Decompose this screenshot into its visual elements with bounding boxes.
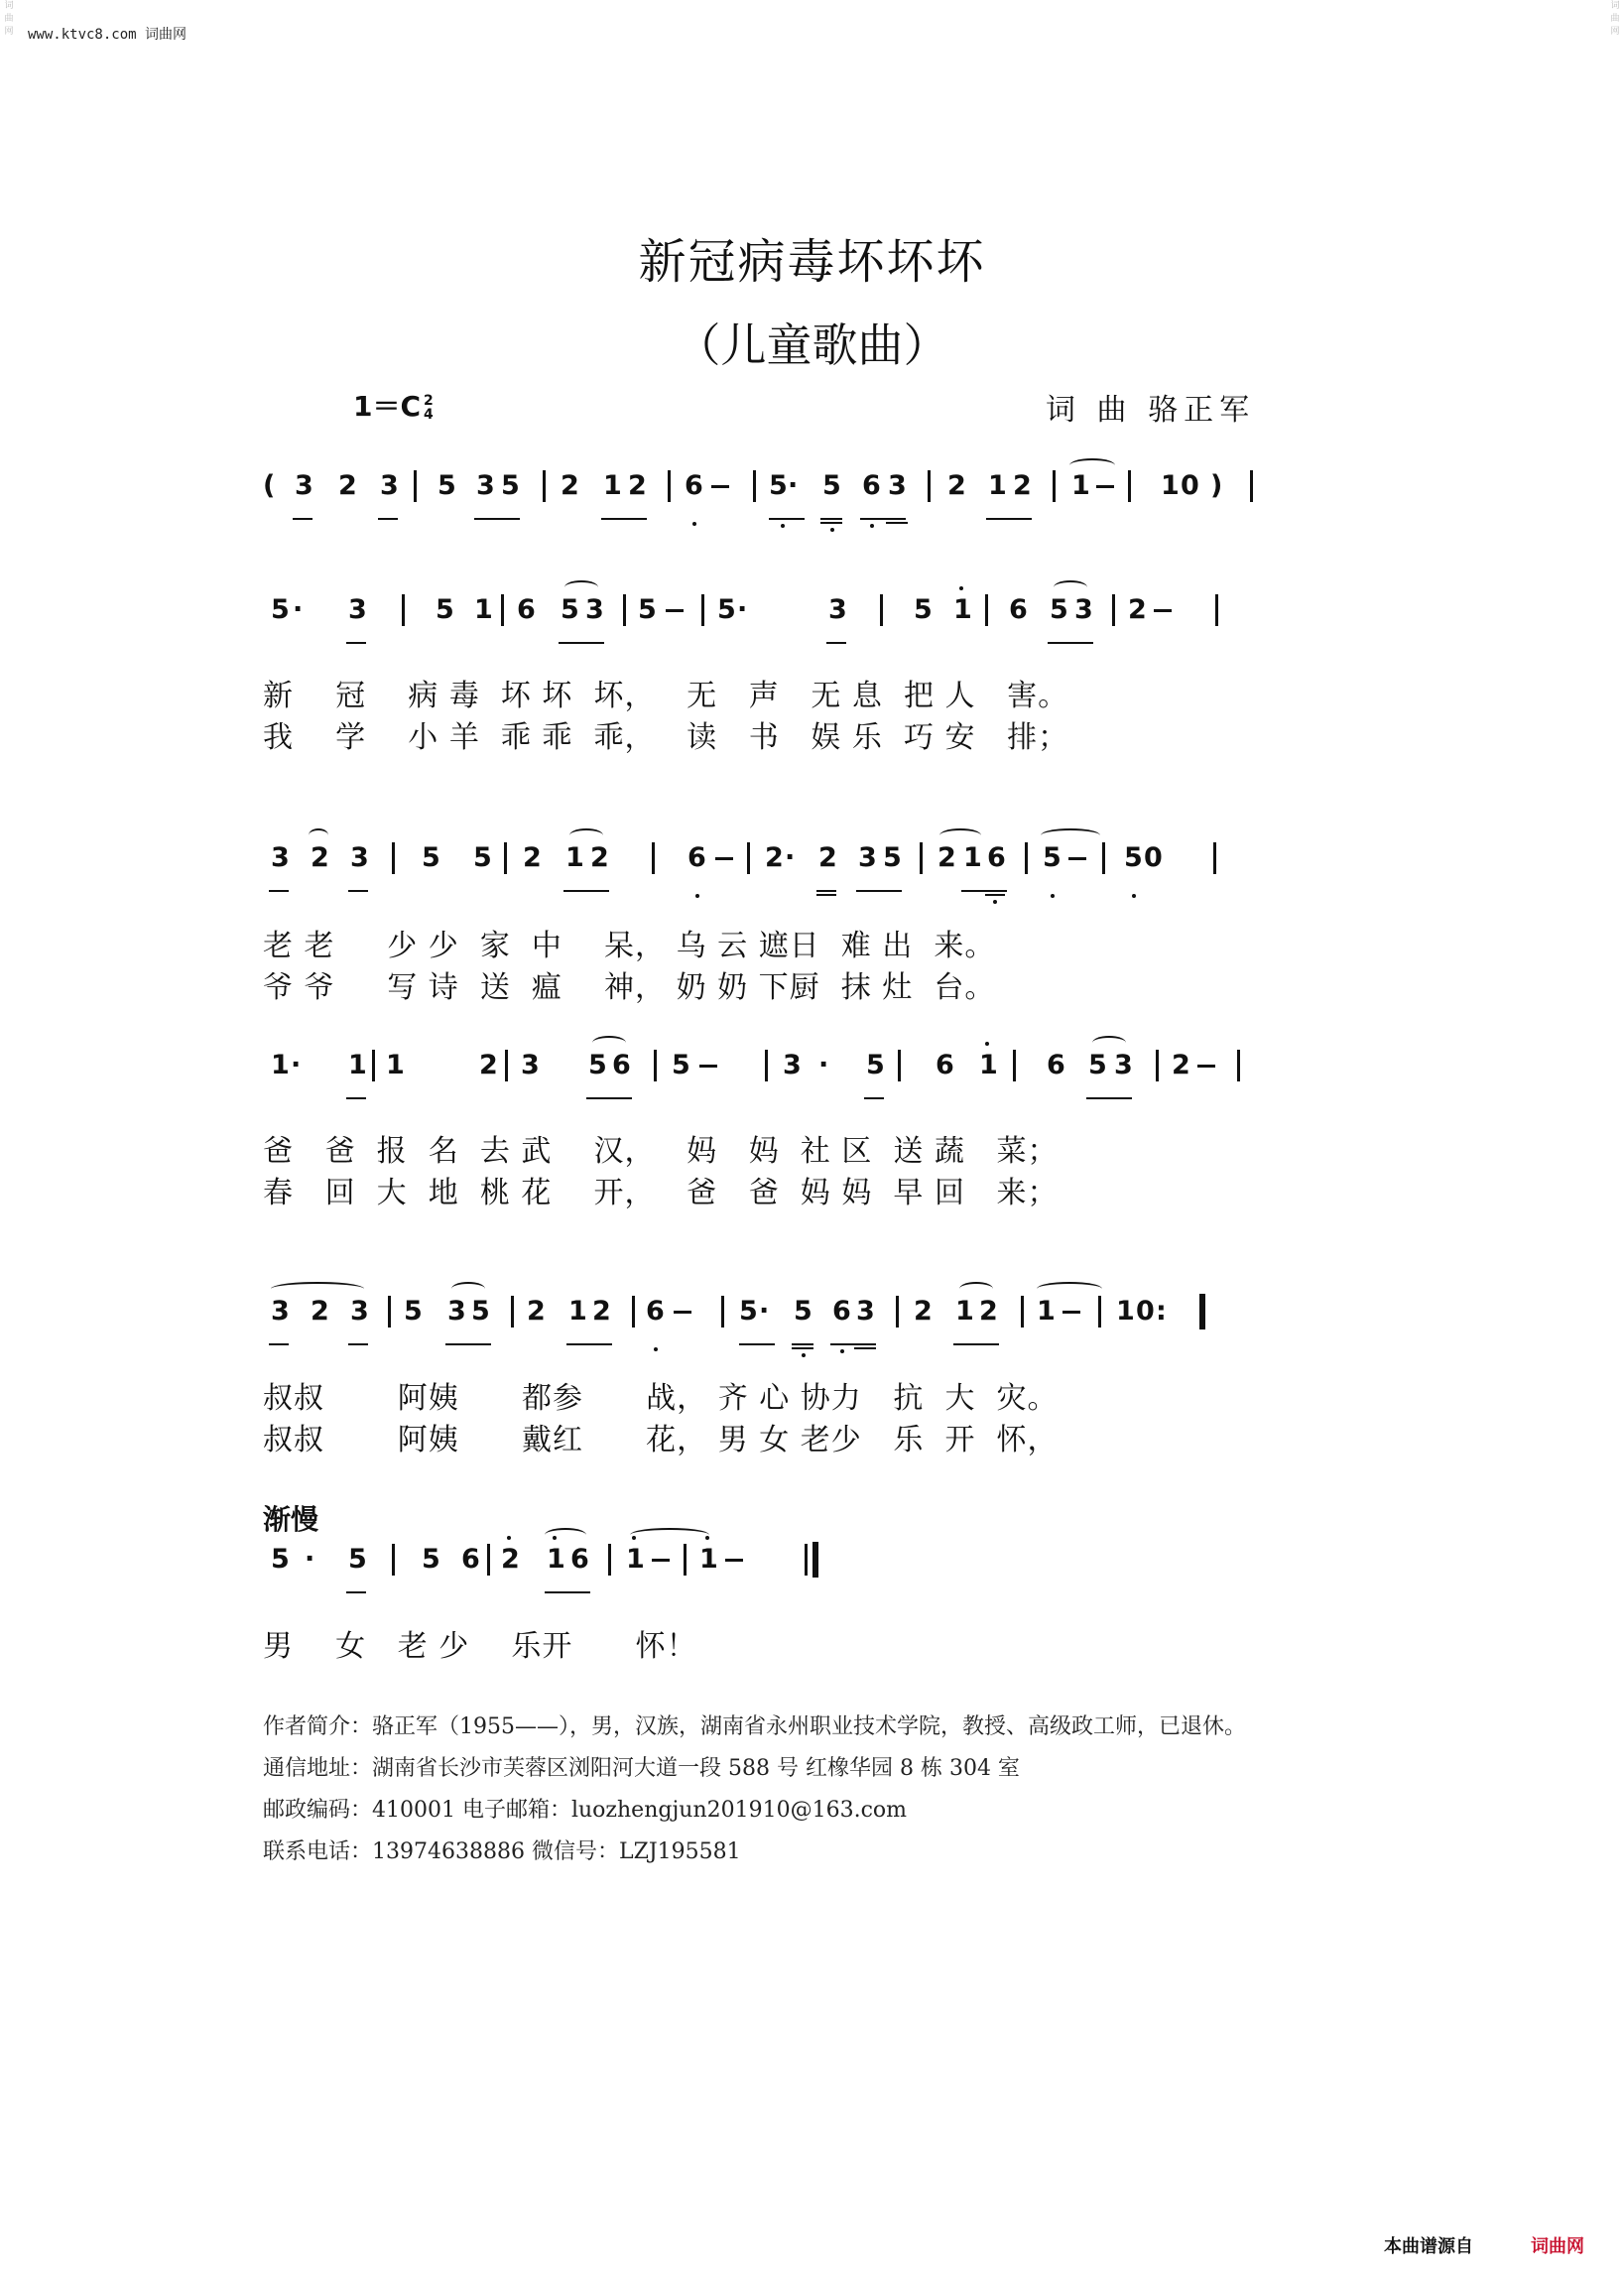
note: 1 [1037, 1296, 1056, 1327]
dash [674, 1311, 691, 1314]
note: 3 [271, 842, 290, 873]
barline [505, 1050, 508, 1081]
note: 3 [856, 1296, 875, 1327]
underline [792, 1343, 813, 1345]
note: 3 [1114, 1050, 1133, 1080]
note: 2 [1128, 594, 1147, 625]
barline [1237, 1050, 1240, 1081]
lyric-line-7: 叔叔 阿姨 都参 战， 齐 心 协力 抗 大 灾。 [263, 1381, 1059, 1416]
note: 5 [672, 1050, 690, 1080]
note: 6 [936, 1050, 954, 1080]
tie [1069, 458, 1115, 472]
barline [898, 1050, 901, 1081]
note: · [293, 594, 304, 625]
author-bio: 作者简介：骆正军（1955——），男，汉族，湖南省永州职业技术学院，教授、高级政工师，已退休。 [263, 1714, 1246, 1739]
underline [378, 518, 398, 520]
note: 2 [765, 842, 784, 873]
underline [886, 522, 908, 524]
note: · [305, 1544, 315, 1575]
note: 3 [521, 1050, 540, 1080]
underline [346, 1097, 366, 1099]
note: 5 [422, 1544, 440, 1575]
barline [414, 470, 417, 502]
dash [1197, 1065, 1215, 1068]
barline [504, 842, 507, 874]
note: 3 [476, 470, 495, 501]
barline [1156, 1050, 1159, 1081]
underline [816, 890, 836, 892]
note: 1 [988, 470, 1007, 501]
underline [985, 894, 1005, 896]
barline [985, 594, 988, 626]
note: 2 [1172, 1050, 1190, 1080]
note: 6 [987, 842, 1006, 873]
note: · [818, 1050, 829, 1080]
barline [747, 842, 750, 874]
note: : [1156, 1296, 1167, 1327]
barline [623, 594, 626, 626]
barline [1025, 842, 1028, 874]
barline [392, 842, 395, 874]
note: 2 [527, 1296, 546, 1327]
note: 0 [1136, 1296, 1155, 1327]
note: · [291, 1050, 302, 1080]
lyric-line-3: 老 老 少 少 家 中 呆， 乌 云 遮日 难 出 来。 [263, 929, 996, 963]
tie [1037, 1282, 1102, 1296]
key-signature [353, 385, 434, 425]
note: 2 [479, 1050, 498, 1080]
tie [959, 1282, 993, 1296]
underline [545, 1591, 590, 1593]
site-url: www.ktvc8.com 词曲网 [28, 27, 187, 43]
note: 6 [687, 842, 706, 873]
underline [854, 1347, 876, 1349]
note: 5 [271, 1544, 290, 1575]
barline [1013, 1050, 1016, 1081]
barline [1215, 594, 1218, 626]
underline [586, 1097, 632, 1099]
high-dot [985, 1042, 989, 1046]
underline [601, 518, 647, 520]
note: 3 [380, 470, 399, 501]
note: 2 [523, 842, 542, 873]
note: 5 [638, 594, 657, 625]
underline [1048, 642, 1093, 644]
tie [1041, 828, 1100, 842]
barline [1053, 470, 1056, 502]
song-title: 新冠病毒坏坏坏 [638, 234, 986, 290]
note: 5 [1050, 594, 1068, 625]
tie [545, 1528, 586, 1542]
score-line-1 [263, 466, 1255, 506]
note: 5 [588, 1050, 607, 1080]
lyric-line-2: 我 学 小 羊 乖 乖 乖， 读 书 娱 乐 巧 安 排； [263, 720, 1069, 755]
note: 3 [295, 470, 313, 501]
barline [402, 594, 405, 626]
note: · [737, 594, 748, 625]
barline [632, 1296, 635, 1328]
phone-wechat: 联系电话：13974638886 微信号：LZJ195581 [263, 1839, 741, 1864]
underline [1086, 1097, 1132, 1099]
note: ( [263, 470, 276, 501]
key-main: 1＝C [353, 390, 422, 423]
barline [501, 594, 504, 626]
underline [566, 1343, 612, 1345]
barline [721, 1296, 724, 1328]
barline [753, 470, 756, 502]
note: 1 [1161, 470, 1180, 501]
barline [880, 594, 883, 626]
note: 3 [828, 594, 847, 625]
note: 1 [979, 1050, 998, 1080]
footer-source: 本曲谱源自 [1384, 2236, 1473, 2257]
score-line-4 [263, 1046, 1255, 1085]
left-watermark-strip: 词曲网 [4, 1, 14, 37]
note: 3 [350, 1296, 369, 1327]
note: 1 [953, 594, 972, 625]
score-line-6 [263, 1540, 1255, 1580]
tie [569, 828, 603, 842]
note: 5 [883, 842, 902, 873]
underline [348, 1343, 368, 1345]
underline [953, 1343, 999, 1345]
barline [652, 842, 655, 874]
note: 6 [570, 1544, 589, 1575]
low-dot [654, 1347, 658, 1351]
underline [769, 518, 805, 520]
note: 5 [769, 470, 788, 501]
barline [392, 1544, 395, 1576]
tie [1092, 1036, 1126, 1050]
repeat-end-barline [1199, 1294, 1205, 1329]
tie [630, 1528, 709, 1542]
note: 5 [1124, 842, 1143, 873]
note: 1 [565, 842, 584, 873]
barline [487, 1544, 490, 1576]
lyric-line-9: 男 女 老 少 乐开 怀！ [263, 1629, 697, 1664]
lyric-line-5: 爸 爸 报 名 去 武 汉， 妈 妈 社 区 送 蔬 菜； [263, 1134, 1059, 1169]
right-watermark-strip: 词曲网 [1610, 1, 1620, 37]
note: 3 [350, 842, 369, 873]
high-dot [959, 586, 963, 590]
low-dot [1051, 894, 1055, 898]
footer-site-logo[interactable]: 词曲网 [1531, 2236, 1584, 2257]
barline [1213, 842, 1216, 874]
score-line-5 [263, 1292, 1255, 1331]
dash [1096, 485, 1114, 488]
note: 1 [1071, 470, 1090, 501]
barline [388, 1296, 391, 1328]
barline [1021, 1296, 1024, 1328]
low-dot [695, 894, 699, 898]
underline [269, 1343, 289, 1345]
note: 2 [818, 842, 837, 873]
note: 2 [338, 470, 357, 501]
underline [816, 894, 836, 896]
tie [1054, 580, 1087, 594]
note: 2 [1013, 470, 1032, 501]
note: 6 [1047, 1050, 1065, 1080]
underline [346, 642, 366, 644]
dash [699, 1065, 717, 1068]
note: 3 [783, 1050, 802, 1080]
postal-email: 邮政编码：410001 电子邮箱：luozhengjun201910@163.com [263, 1798, 908, 1823]
dash [666, 609, 684, 612]
note: 2 [937, 842, 956, 873]
underline [293, 518, 312, 520]
note: 5 [422, 842, 440, 873]
note: 3 [858, 842, 877, 873]
underline [820, 518, 842, 520]
note: 5 [866, 1050, 885, 1080]
note: 1 [955, 1296, 974, 1327]
underline [820, 522, 842, 524]
dash [652, 1559, 670, 1562]
underline [830, 1343, 876, 1345]
dash [725, 1559, 743, 1562]
low-dot [993, 900, 997, 904]
composer: 词 曲 骆正军 [1046, 393, 1256, 428]
note: 2 [590, 842, 609, 873]
lyric-line-8: 叔叔 阿姨 戴红 花， 男 女 老少 乐 开 怀， [263, 1423, 1059, 1457]
barline [896, 1296, 899, 1328]
note: 2 [628, 470, 647, 501]
song-subtitle: （儿童歌曲） [675, 318, 949, 372]
tie [564, 580, 598, 594]
final-barline [812, 1542, 818, 1578]
note: 1 [568, 1296, 587, 1327]
tie [309, 828, 328, 842]
low-dot [830, 528, 834, 532]
note: 5 [739, 1296, 758, 1327]
note: 1 [699, 1544, 718, 1575]
note: 3 [1074, 594, 1093, 625]
underline [864, 1097, 884, 1099]
note: 6 [832, 1296, 851, 1327]
note: 3 [585, 594, 604, 625]
note: 5 [473, 842, 492, 873]
note: 3 [271, 1296, 290, 1327]
note: 6 [646, 1296, 665, 1327]
underline [445, 1343, 491, 1345]
note: 5 [914, 594, 933, 625]
underline [348, 890, 368, 892]
score-line-3 [263, 838, 1255, 878]
note: 3 [888, 470, 907, 501]
note: 2 [914, 1296, 933, 1327]
note: 1 [271, 1050, 290, 1080]
note: 2 [592, 1296, 611, 1327]
note: 2 [947, 470, 966, 501]
note: 5 [561, 594, 579, 625]
underline [856, 890, 902, 892]
dash [1068, 857, 1086, 860]
barline [511, 1296, 514, 1328]
note: 1 [547, 1544, 565, 1575]
barline [1250, 470, 1253, 502]
dash [715, 857, 733, 860]
tempo-marking: 渐慢 [263, 1503, 319, 1536]
note: 1 [348, 1050, 367, 1080]
note: 5 [717, 594, 736, 625]
barline [1098, 1296, 1101, 1328]
underline [474, 518, 520, 520]
note: 3 [348, 594, 367, 625]
note: · [788, 470, 799, 501]
underline [269, 890, 289, 892]
note: 5 [794, 1296, 812, 1327]
barline [684, 1544, 687, 1576]
underline [563, 890, 609, 892]
note: · [785, 842, 796, 873]
dash [711, 485, 729, 488]
barline [765, 1050, 768, 1081]
note: 6 [862, 470, 881, 501]
underline [739, 1343, 775, 1345]
note: 5 [404, 1296, 423, 1327]
note: 0 [1181, 470, 1199, 501]
note: 5 [1043, 842, 1062, 873]
note: 5 [1088, 1050, 1107, 1080]
barline [372, 1050, 375, 1081]
high-dot [507, 1536, 511, 1540]
note: 1 [626, 1544, 645, 1575]
note: 2 [561, 470, 579, 501]
note: 6 [1009, 594, 1028, 625]
low-dot [870, 524, 874, 528]
note: · [759, 1296, 770, 1327]
note: 1 [474, 594, 493, 625]
barline [928, 470, 931, 502]
time-signature: 2 4 [424, 393, 434, 423]
note: 5 [471, 1296, 490, 1327]
note: 5 [436, 594, 454, 625]
barline [1102, 842, 1105, 874]
lyric-line-6: 春 回 大 地 桃 花 开， 爸 爸 妈 妈 早 回 来； [263, 1176, 1059, 1210]
note: 2 [311, 1296, 329, 1327]
note: 6 [461, 1544, 480, 1575]
note: 3 [447, 1296, 466, 1327]
barline [920, 842, 923, 874]
note: 6 [517, 594, 536, 625]
mailing-address: 通信地址：湖南省长沙市芙蓉区浏阳河大道一段 588 号 红橡华园 8 栋 304 室 [263, 1756, 1020, 1781]
note: 1 [1116, 1296, 1135, 1327]
barline [805, 1544, 808, 1576]
barline [1128, 470, 1131, 502]
tie [271, 1282, 364, 1296]
note: 2 [311, 842, 329, 873]
note: ) [1210, 470, 1223, 501]
note: 6 [612, 1050, 631, 1080]
low-dot [802, 1353, 806, 1357]
lyric-line-4: 爷 爷 写 诗 送 瘟 神， 奶 奶 下厨 抹 灶 台。 [263, 970, 996, 1005]
tie [592, 1036, 626, 1050]
low-dot [692, 522, 696, 526]
underline [826, 642, 846, 644]
note: 0 [1144, 842, 1163, 873]
underline [961, 890, 1007, 892]
score-line-2 [263, 590, 1255, 630]
barline [1112, 594, 1115, 626]
note: 1 [963, 842, 982, 873]
note: 1 [603, 470, 622, 501]
tie [939, 828, 981, 842]
barline [608, 1544, 611, 1576]
note: 1 [386, 1050, 405, 1080]
underline [346, 1591, 366, 1593]
low-dot [840, 1349, 844, 1353]
underline [986, 518, 1032, 520]
dash [1154, 609, 1172, 612]
underline [559, 642, 604, 644]
dash [1062, 1311, 1080, 1314]
note: 6 [685, 470, 703, 501]
note: 2 [979, 1296, 998, 1327]
underline [860, 518, 906, 520]
note: 5 [437, 470, 456, 501]
note: 5 [501, 470, 520, 501]
note: 2 [501, 1544, 520, 1575]
tie [451, 1282, 485, 1296]
barline [668, 470, 671, 502]
note: 5 [822, 470, 841, 501]
note: 5 [348, 1544, 367, 1575]
underline [792, 1347, 813, 1349]
low-dot [1132, 894, 1136, 898]
low-dot [781, 524, 785, 528]
lyric-line-1: 新 冠 病 毒 坏 坏 坏， 无 声 无 息 把 人 害。 [263, 679, 1069, 713]
note: 5 [271, 594, 290, 625]
barline [701, 594, 704, 626]
barline [543, 470, 546, 502]
barline [654, 1050, 657, 1081]
